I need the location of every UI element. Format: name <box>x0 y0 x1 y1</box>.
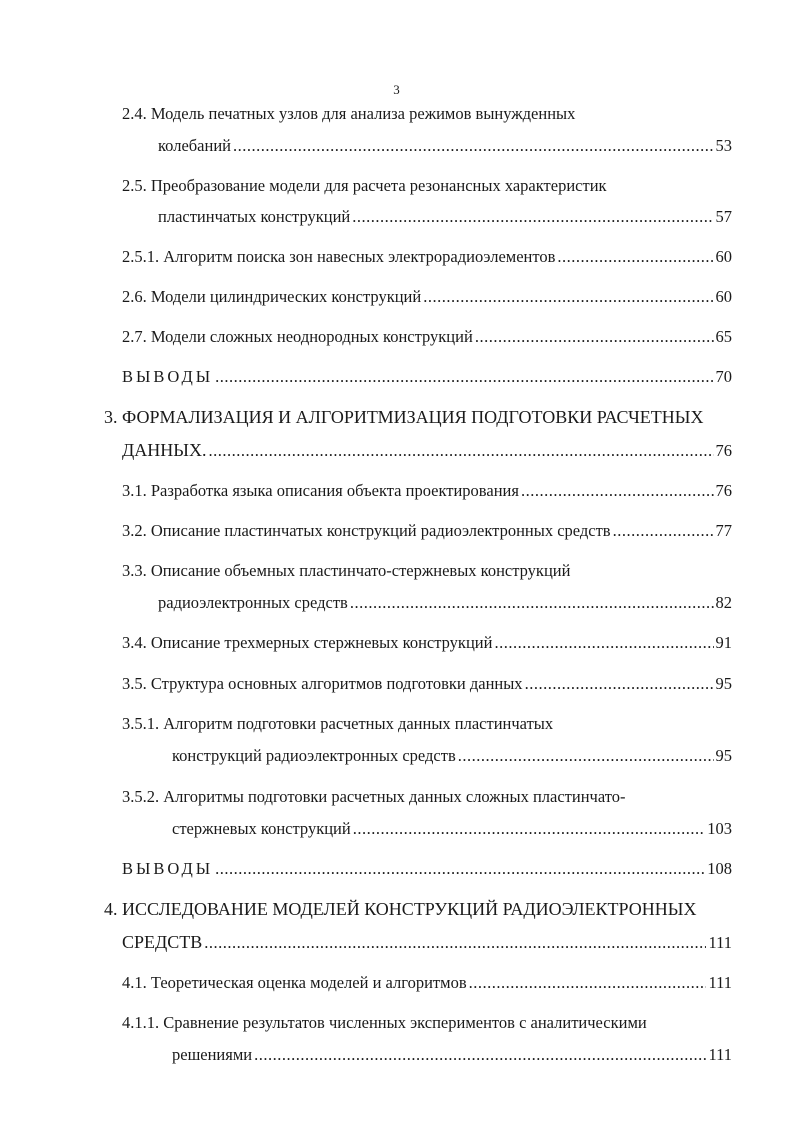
leader-dots <box>521 480 714 502</box>
toc-chapter-4 <box>104 898 732 920</box>
toc-entry-title: 2.5. Преобразование модели для расчета резонансных характеристик <box>122 176 607 195</box>
toc-entry-2-5 <box>122 175 732 197</box>
toc-entry-title: колебаний <box>158 136 231 155</box>
toc-entry-title: 3.5.1. Алгоритм подготовки расчетных данных пластинчатых <box>122 714 554 733</box>
toc-entry-3-4 <box>122 632 732 654</box>
toc-entry-3-3 <box>122 560 732 582</box>
toc-entry-title: 2.6. Модели цилиндрических конструкций <box>122 287 422 306</box>
toc-entry-title: радиоэлектронных средств <box>158 593 348 612</box>
leader-dots <box>613 520 714 542</box>
toc-page-number: 82 <box>715 593 732 612</box>
toc-page-number: 76 <box>715 481 732 500</box>
toc-entry-title: 3.5. Структура основных алгоритмов подготовки данных <box>122 674 523 693</box>
toc-entry-title: 3.1. Разработка языка описания объекта проектирования <box>122 481 519 500</box>
toc-entry-title: ВЫВОДЫ <box>122 859 214 878</box>
toc-entry-3-5-2-cont <box>172 818 732 840</box>
toc-entry-title: ДАННЫХ. <box>122 440 207 460</box>
toc-entry-2-4 <box>122 103 732 125</box>
toc-entry-title: пластинчатых конструкций <box>158 207 351 226</box>
leader-dots <box>233 135 714 157</box>
leader-dots <box>475 326 714 348</box>
toc-page-number: 95 <box>715 674 732 693</box>
toc-chapter-4-cont <box>122 931 732 953</box>
toc-entry-title: конструкций радиоэлектронных средств <box>172 746 456 765</box>
toc-entry-title: 2.5.1. Алгоритм поиска зон навесных электрорадиоэлементов <box>122 247 556 266</box>
toc-entry-title: стержневых конструкций <box>172 819 351 838</box>
toc-page-number: 57 <box>715 207 732 226</box>
page-number: 3 <box>393 82 400 97</box>
toc-page-number: 77 <box>715 521 732 540</box>
toc-entry-conclusions-3 <box>122 858 732 880</box>
toc-page-number: 111 <box>708 973 732 992</box>
leader-dots <box>254 1044 706 1066</box>
leader-dots <box>494 632 713 654</box>
toc-entry-3-3-cont <box>158 592 732 614</box>
toc-entry-3-5-1-cont <box>172 745 732 767</box>
toc-page-number: 53 <box>715 136 732 155</box>
toc-entry-2-5-cont <box>158 206 732 228</box>
toc-entry-2-6 <box>122 286 732 308</box>
toc-chapter-3 <box>104 406 732 428</box>
toc-page-number: 103 <box>707 819 732 838</box>
toc-entry-title: ВЫВОДЫ <box>122 367 214 386</box>
leader-dots <box>525 673 714 695</box>
leader-dots <box>557 246 713 268</box>
toc-entry-3-5-1 <box>122 713 732 735</box>
leader-dots <box>215 858 705 880</box>
toc-page-number: 76 <box>715 441 732 460</box>
toc-entry-title: решениями <box>172 1045 253 1064</box>
leader-dots <box>458 745 714 767</box>
toc-entry-title: 3.3. Описание объемных пластинчато-стержневых конструкций <box>122 561 571 580</box>
toc-page-number: 60 <box>715 287 732 306</box>
toc-page-number: 70 <box>715 367 732 386</box>
toc-entry-2-4-cont <box>158 135 732 157</box>
toc-page-number: 95 <box>715 746 732 765</box>
toc-entry-title: 4.1. Теоретическая оценка моделей и алгоритмов <box>122 973 467 992</box>
leader-dots <box>215 366 713 388</box>
toc-entry-title: 3.5.2. Алгоритмы подготовки расчетных данных сложных пластинчато- <box>122 787 626 806</box>
toc-entry-title: 3.4. Описание трехмерных стержневых конструкций <box>122 633 493 652</box>
toc-entry-title: 4. ИССЛЕДОВАНИЕ МОДЕЛЕЙ КОНСТРУКЦИЙ РАДИОЭЛЕКТРОННЫХ <box>104 899 697 919</box>
leader-dots <box>204 932 706 954</box>
leader-dots <box>350 592 714 614</box>
toc-entry-title: 3. ФОРМАЛИЗАЦИЯ И АЛГОРИТМИЗАЦИЯ ПОДГОТОВКИ РАСЧЕТНЫХ <box>104 407 704 427</box>
toc-page-number: 91 <box>715 633 732 652</box>
toc-entry-2-7 <box>122 326 732 348</box>
toc-page-number: 111 <box>708 933 732 952</box>
toc-entry-3-5 <box>122 673 732 695</box>
leader-dots <box>353 818 706 840</box>
toc-page-number: 65 <box>715 327 732 346</box>
toc-entry-title: 2.4. Модель печатных узлов для анализа режимов вынужденных <box>122 104 576 123</box>
toc-chapter-3-cont <box>122 439 732 461</box>
toc-entry-title: 4.1.1. Сравнение результатов численных экспериментов с аналитическими <box>122 1013 647 1032</box>
toc-entry-4-1 <box>122 972 732 994</box>
toc-entry-title: СРЕДСТВ <box>122 932 203 952</box>
toc-entry-title: 3.2. Описание пластинчатых конструкций радиоэлектронных средств <box>122 521 611 540</box>
toc-entry-4-1-1 <box>122 1012 732 1034</box>
toc-page-number: 111 <box>708 1045 732 1064</box>
toc-entry-3-5-2 <box>122 786 732 808</box>
leader-dots <box>208 440 713 462</box>
leader-dots <box>352 206 713 228</box>
toc-page-number: 108 <box>707 859 732 878</box>
toc-entry-2-5-1 <box>122 246 732 268</box>
toc-entry-conclusions-2 <box>122 366 732 388</box>
toc-entry-3-1 <box>122 480 732 502</box>
leader-dots <box>469 972 707 994</box>
toc-entry-4-1-1-cont <box>172 1044 732 1066</box>
toc-page-number: 60 <box>715 247 732 266</box>
leader-dots <box>423 286 713 308</box>
toc-entry-title: 2.7. Модели сложных неоднородных конструкций <box>122 327 473 346</box>
toc-entry-3-2 <box>122 520 732 542</box>
